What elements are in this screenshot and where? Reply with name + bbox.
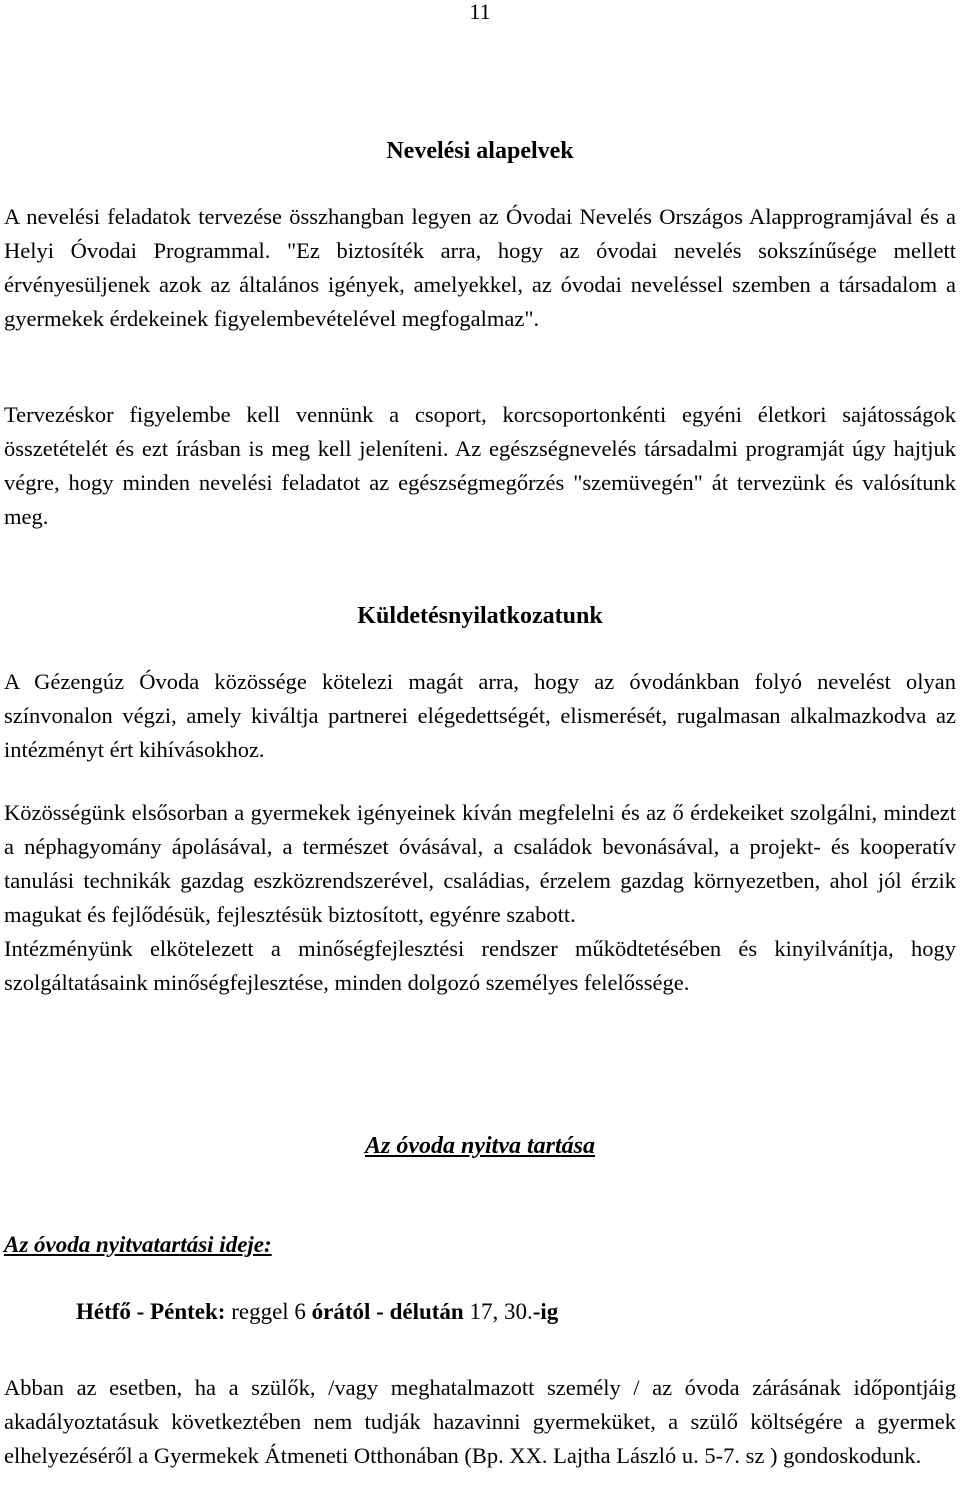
paragraph-kozosseg-block bbox=[4, 796, 956, 1000]
hours-from-label: órától - délután bbox=[311, 1299, 464, 1324]
hours-until-suffix: -ig bbox=[532, 1299, 559, 1324]
section-title-kuldetesnyilatkozat: Küldetésnyilatkozatunk bbox=[357, 603, 603, 629]
paragraph-tervezeskor: Tervezéskor figyelembe kell vennünk a csoport, korcsoportonkénti egyéni életkori sajátosságok összetételét és ezt írásban is meg kell jeleníteni. Az egészségnevelés társadalmi programját úgy hajtjuk végre, hogy minden nevelési feladatot az egészségmegőrzés "szemüvegén" át tervezünk és valósítunk meg. bbox=[4, 402, 956, 529]
section-title-nevelesi-alapelvek: Nevelési alapelvek bbox=[386, 138, 574, 164]
page-number: 11 bbox=[469, 0, 491, 24]
hours-close-time: 17, 30. bbox=[469, 1299, 533, 1324]
paragraph-gezenguz: A Gézengúz Óvoda közössége kötelezi magát arra, hogy az óvodánkban folyó nevelést olyan színvonalon végzi, amely kiváltja partnerei elégedettségét, elismerését, rugalmasan alkalmazkodva az intézményt ért kihívásokhoz. bbox=[4, 669, 956, 762]
paragraph-gyermekek-atmeneti-otthona: Abban az esetben, ha a szülők, /vagy meghatalmazott személy / az óvoda zárásának időpontjáig akadályoztatásuk következtében nem tudják hazavinni gyermeküket, a szülő költségére a gyermek elhelyezéséről a Gyermekek Átmeneti Otthonában (Bp. XX. Lajtha László u. 5-7. sz ) gondoskodunk. bbox=[4, 1375, 956, 1468]
opening-hours-line bbox=[76, 1296, 558, 1328]
hours-open-time: 6 bbox=[294, 1299, 306, 1324]
subheading-nyitvatartasi-ido: Az óvoda nyitvatartási ideje: bbox=[4, 1232, 272, 1257]
paragraph-intezmenyunk: Intézményünk elkötelezett a minőségfejlesztési rendszer működtetésében és kinyilvánítja, hogy szolgáltatásaink minőségfejlesztése, minden dolgozó személyes felelőssége. bbox=[4, 936, 956, 995]
hours-days-label: Hétfő - Péntek: bbox=[76, 1299, 226, 1324]
paragraph-alapprogram: A nevelési feladatok tervezése összhangban legyen az Óvodai Nevelés Országos Alapprogramjával és a Helyi Óvodai Programmal. "Ez biztosíték arra, hogy az óvodai nevelés sokszínűsége mellett érvényesüljenek azok az általános igények, amelyekkel, az óvodai neveléssel szemben a társadalom a gyermekek érdekeinek figyelembevételével megfogalmaz". bbox=[4, 204, 956, 331]
hours-morning-word: reggel bbox=[231, 1299, 289, 1324]
paragraph-kozossegunk: Közösségünk elsősorban a gyermekek igényeinek kíván megfelelni és az ő érdekeiket szolgálni, mindezt a néphagyomány ápolásával, a természet óvásával, a családok bevonásával, a projekt- és kooperatív tanulási technikák gazdag eszközrendszerével, családias, érzelem gazdag környezetben, ahol jól érzik magukat és fejlődésük, fejlesztésük biztosított, egyénre szabott. bbox=[4, 800, 956, 927]
section-title-nyitva-tartas: Az óvoda nyitva tartása bbox=[364, 1133, 595, 1159]
